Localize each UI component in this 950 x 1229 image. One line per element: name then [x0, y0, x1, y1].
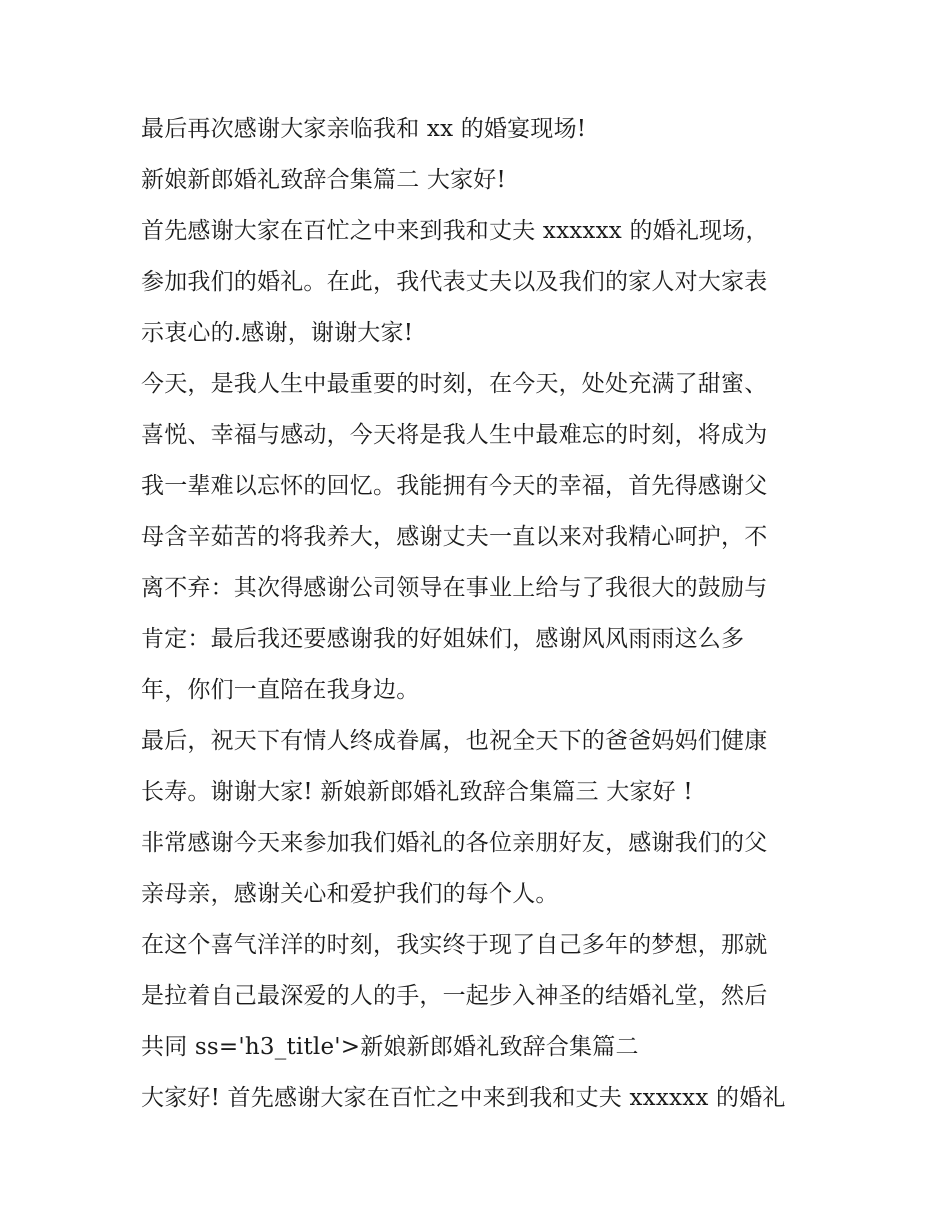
text-line-6: 今天，是我人生中最重要的时刻，在今天，处处充满了甜蜜、: [141, 371, 768, 397]
text-line-18: 是拉着自己最深爱的人的手，一起步入神圣的结婚礼堂，然后: [141, 983, 768, 1009]
text-line-7: 喜悦、幸福与感动，今天将是我人生中最难忘的时刻，将成为: [141, 422, 768, 448]
text-line-2: 新娘新郎婚礼致辞合集篇二 大家好!: [141, 167, 506, 193]
text-line-19: 共同 ss='h3_title'>新娘新郎婚礼致辞合集篇二: [141, 1034, 639, 1060]
text-line-12: 年，你们一直陪在我身边。: [141, 677, 420, 703]
text-line-10: 离不弃：其次得感谢公司领导在事业上给与了我很大的鼓励与: [141, 575, 768, 601]
text-line-4: 参加我们的婚礼。在此，我代表丈夫以及我们的家人对大家表: [141, 269, 768, 295]
text-line-8: 我一辈难以忘怀的回忆。我能拥有今天的幸福，首先得感谢父: [141, 473, 768, 499]
text-line-14: 长寿。谢谢大家! 新娘新郎婚礼致辞合集篇三 大家好 !: [141, 779, 693, 805]
text-line-5: 示衷心的.感谢，谢谢大家!: [141, 320, 414, 346]
text-line-20: 大家好! 首先感谢大家在百忙之中来到我和丈夫 xxxxxx 的婚礼: [141, 1085, 786, 1111]
text-line-9: 母含辛茹苦的将我养大，感谢丈夫一直以来对我精心呵护，不: [141, 524, 768, 550]
text-line-3: 首先感谢大家在百忙之中来到我和丈夫 xxxxxx 的婚礼现场，: [141, 218, 769, 244]
text-line-11: 肯定：最后我还要感谢我的好姐妹们，感谢风风雨雨这么多: [141, 626, 745, 652]
text-line-16: 亲母亲，感谢关心和爱护我们的每个人。: [141, 881, 559, 907]
text-line-15: 非常感谢今天来参加我们婚礼的各位亲朋好友，感谢我们的父: [141, 830, 768, 856]
text-line-13: 最后，祝天下有情人终成眷属，也祝全天下的爸爸妈妈们健康: [141, 728, 768, 754]
text-line-1: 最后再次感谢大家亲临我和 xx 的婚宴现场!: [141, 116, 587, 142]
text-line-17: 在这个喜气洋洋的时刻，我实终于现了自己多年的梦想，那就: [141, 932, 768, 958]
document-body: [141, 104, 821, 1124]
